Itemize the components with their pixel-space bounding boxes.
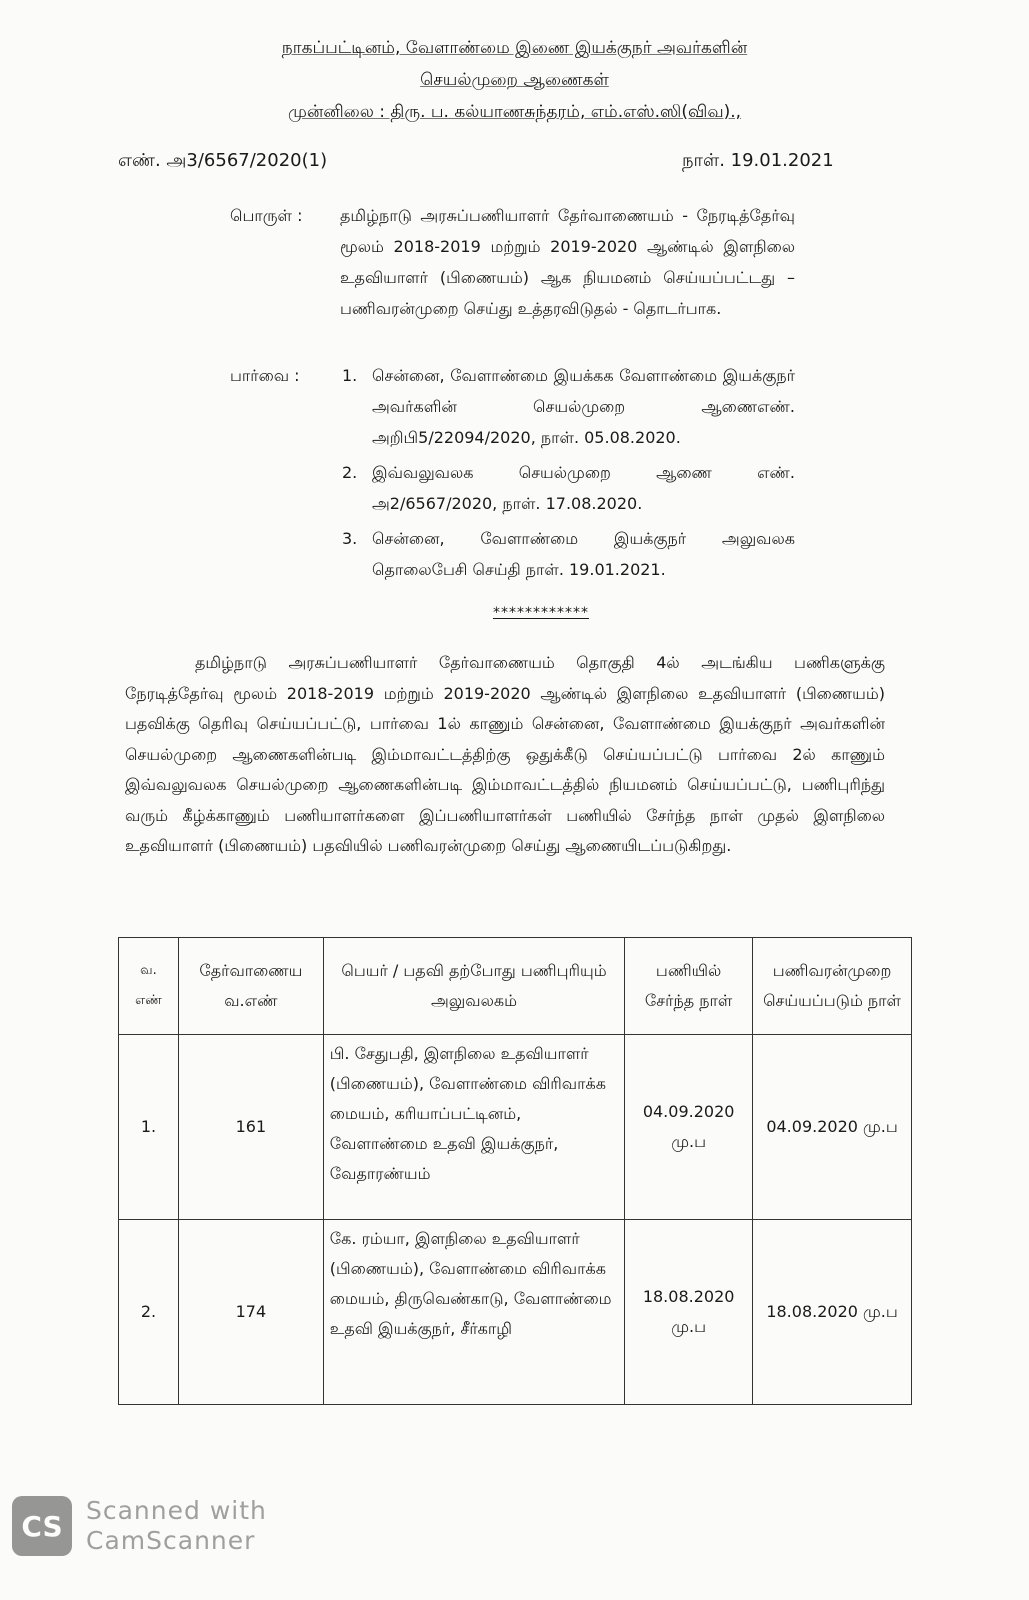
header-line-2 [0, 70, 1029, 92]
header-line-1 [0, 38, 1029, 60]
header-text: நாகப்பட்டினம், வேளாண்மை இணை இயக்குநர் அவர்களின் [281, 38, 748, 58]
reference-item [342, 523, 795, 585]
reference-item [342, 457, 795, 519]
header-text: செயல்முறை ஆணைகள் [420, 70, 609, 90]
reference-num: 1. [342, 366, 358, 385]
reference-item [342, 360, 795, 453]
cell-name: பி. சேதுபதி, இளநிலை உதவியாளர் (பிணையம்), வேளாண்மை விரிவாக்க மையம், கரியாப்பட்டினம், வேளாண்மை உதவி இயக்குநர், வேதாரண்யம் [323, 1035, 624, 1220]
camscanner-watermark [12, 1496, 267, 1556]
col-header-sno: வ. எண் [119, 938, 179, 1035]
cell-tnpsc-no: 174 [178, 1220, 323, 1405]
cell-sno: 1. [119, 1035, 179, 1220]
watermark-line-2: CamScanner [86, 1526, 256, 1555]
cell-regularised: 18.08.2020 மு.ப [753, 1220, 912, 1405]
references-list [342, 360, 795, 585]
watermark-text [86, 1496, 267, 1556]
separator: ************ [493, 605, 589, 621]
table-header-row [119, 938, 912, 1035]
table-row [119, 1035, 912, 1220]
camscanner-logo: CS [12, 1496, 72, 1556]
watermark-line-1: Scanned with [86, 1496, 267, 1525]
cell-joined: 04.09.2020 மு.ப [625, 1035, 753, 1220]
table-row [119, 1220, 912, 1405]
cell-sno: 2. [119, 1220, 179, 1405]
reference-text: இவ்வலுவலக செயல்முறை ஆணை எண். அ2/6567/2020, நாள். 17.08.2020. [372, 463, 795, 513]
subject-text: தமிழ்நாடு அரசுப்பணியாளர் தேர்வாணையம் - நேரடித்தேர்வு மூலம் 2018-2019 மற்றும் 2019-2020 ஆண்டில் இளநிலை உதவியாளர் (பிணையம்) ஆக நியமனம் செய்யப்பட்டது – பணிவரன்முறை செய்து உத்தரவிடுதல் - தொடர்பாக. [340, 206, 795, 318]
col-header-tnpsc-no: தேர்வாணைய வ.எண் [178, 938, 323, 1035]
col-header-regularised: பணிவரன்முறை செய்யப்படும் நாள் [753, 938, 912, 1035]
reference-text: சென்னை, வேளாண்மை இயக்கக வேளாண்மை இயக்குநர் அவர்களின் செயல்முறை ஆணைஎண். அறிபி5/22094/2020, நாள். 05.08.2020. [372, 366, 795, 447]
col-header-joined: பணியில் சேர்ந்த நாள் [625, 938, 753, 1035]
reference-num: 2. [342, 463, 358, 482]
cell-name: கே. ரம்யா, இளநிலை உதவியாளர் (பிணையம்), வேளாண்மை விரிவாக்க மையம், திருவெண்காடு, வேளாண்மை உதவி இயக்குநர், சீர்காழி [323, 1220, 624, 1405]
cell-regularised: 04.09.2020 மு.ப [753, 1035, 912, 1220]
reference-number: எண். அ3/6567/2020(1) [118, 150, 328, 171]
col-header-name: பெயர் / பதவி தற்போது பணிபுரியும் அலுவலகம் [323, 938, 624, 1035]
reference-text: சென்னை, வேளாண்மை இயக்குநர் அலுவலக தொலைபேசி செய்தி நாள். 19.01.2021. [372, 529, 795, 579]
header-text: முன்னிலை : திரு. ப. கல்யாணசுந்தரம், எம்.எஸ்.ஸி(விவ)., [287, 102, 742, 122]
reference-num: 3. [342, 529, 358, 548]
subject-label: பொருள் : [230, 206, 303, 225]
body-paragraph: தமிழ்நாடு அரசுப்பணியாளர் தேர்வாணையம் தொகுதி 4ல் அடங்கிய பணிகளுக்கு நேரடித்தேர்வு மூலம் 2018-2019 மற்றும் 2019-2020 ஆண்டில் இளநிலை உதவியாளர் (பிணையம்) பதவிக்கு தெரிவு செய்யப்பட்டு, பார்வை 1ல் காணும் சென்னை, வேளாண்மை இயக்குநர் அவர்களின் செயல்முறை ஆணைகளின்படி இம்மாவட்டத்திற்கு ஒதுக்கீடு செய்யப்பட்டு பார்வை 2ல் காணும் இவ்வலுவலக செயல்முறை ஆணைகளின்படி இம்மாவட்டத்தில் நியமனம் செய்யப்பட்டு, பணிபுரிந்து வரும் கீழ்க்காணும் பணியாளர்களை இப்பணியாளர்கள் பணியில் சேர்ந்த நாள் முதல் இளநிலை உதவியாளர் (பிணையம்) பதவியில் பணிவரன்முறை செய்து ஆணையிடப்படுகிறது. [125, 653, 885, 855]
employee-table [118, 937, 912, 1405]
references-label: பார்வை : [230, 366, 300, 385]
cell-joined: 18.08.2020 மு.ப [625, 1220, 753, 1405]
reference-date: நாள். 19.01.2021 [682, 150, 834, 171]
header-line-3 [0, 102, 1029, 124]
cell-tnpsc-no: 161 [178, 1035, 323, 1220]
